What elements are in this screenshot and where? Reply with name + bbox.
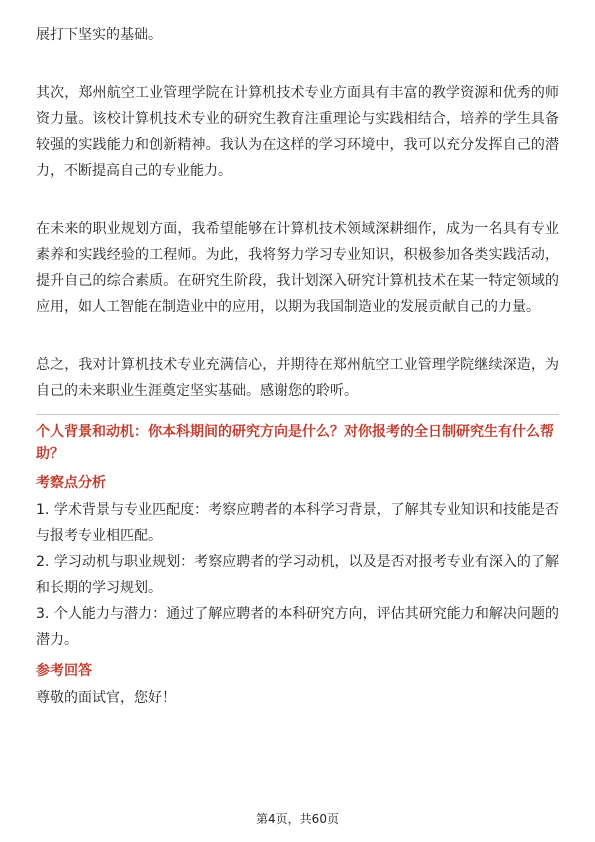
paragraph-conclusion: 总之，我对计算机技术专业充满信心，并期待在郑州航空工业管理学院继续深造，为自己的未来职业生涯奠定坚实基础。感谢您的聆听。 — [36, 357, 559, 399]
section-divider — [36, 414, 559, 415]
document-page — [36, 22, 559, 711]
analysis-item: 3. 个人能力与潜力：通过了解应聘者的本科研究方向，评估其研究能力和解决问题的潜力。 — [36, 606, 559, 648]
reference-greeting: 尊敬的面试官，您好！ — [36, 690, 176, 706]
paragraph-career-plan: 在未来的职业规划方面，我希望能够在计算机技术领域深耕细作，成为一名具有专业素养和实践经验的工程师。为此，我将努力学习专业知识，积极参加各类实践活动，提升自己的综合素质。在研究生阶段，我计划深入研究计算机技术在某一特定领域的应用，如人工智能在制造业中的应用，以期为我国制造业的发展贡献自己的力量。 — [36, 221, 559, 315]
analysis-list — [36, 497, 559, 653]
reference-answer-title: 参考回答 — [36, 663, 92, 679]
paragraph-continuation: 展打下坚实的基础。 — [36, 27, 162, 43]
analysis-item: 2. 学习动机与职业规划：考察应聘者的学习动机，以及是否对报考专业有深入的了解和长期的学习规划。 — [36, 554, 559, 596]
interview-question: 个人背景和动机：你本科期间的研究方向是什么？对你报考的全日制研究生有什么帮助？ — [36, 424, 554, 462]
analysis-item: 1. 学术背景与专业匹配度：考察应聘者的本科学习背景，了解其专业知识和技能是否与报考专业相匹配。 — [36, 502, 559, 544]
analysis-title: 考察点分析 — [36, 475, 106, 491]
paragraph-second: 其次，郑州航空工业管理学院在计算机技术专业方面具有丰富的教学资源和优秀的师资力量。该校计算机技术专业的研究生教育注重理论与实践相结合，培养的学生具备较强的实践能力和创新精神。我认为在这样的学习环境中，我可以充分发挥自己的潜力，不断提高自己的专业能力。 — [36, 85, 559, 179]
page-footer: 第4页，共60页 — [256, 812, 339, 826]
